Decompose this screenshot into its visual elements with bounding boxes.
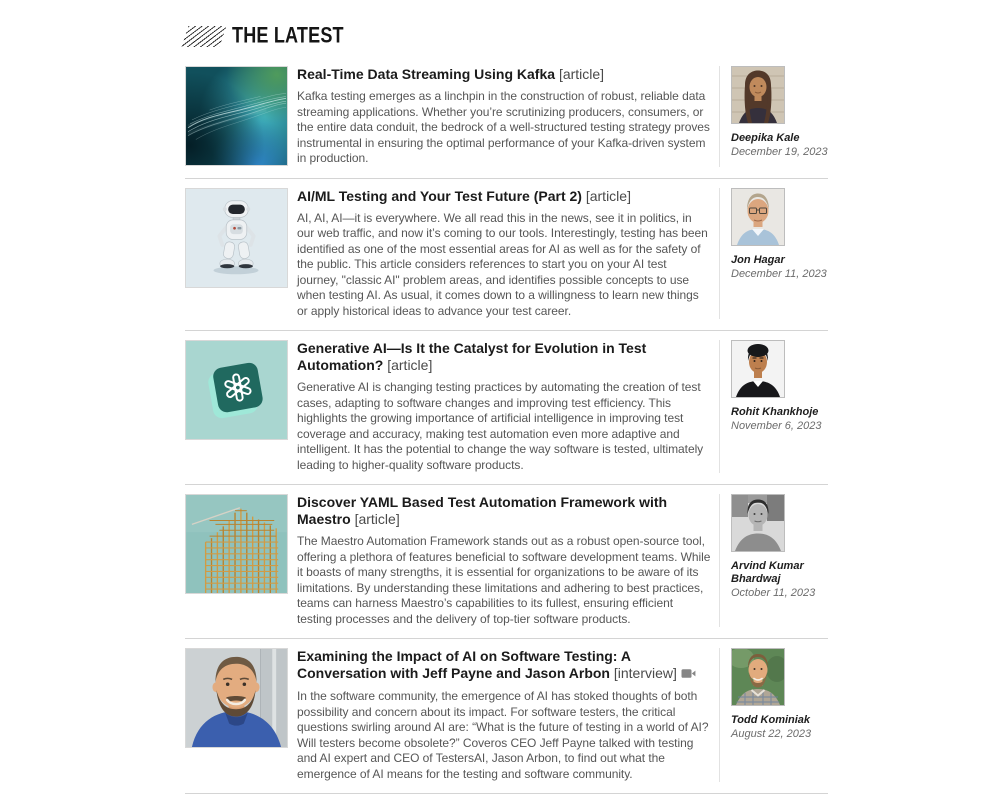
robot-image: [186, 189, 287, 287]
article-thumbnail[interactable]: [185, 494, 288, 594]
article-summary: AI, AI, AI—it is everywhere. We all read this in the news, see it in politics, in our web traffic, and now it’s coming to our tools. Interestingly, testing has been identified as one of the most essential areas for AI as well as for the safety of the public. This article considers references to start you on your AI test journey, "classic AI" problem areas, and identifies possible concepts to use when testing AI. As usual, it comes down to a willingness to learn new things or apply historical ideas to advance your test career.: [297, 210, 708, 318]
publish-date: August 22, 2023: [731, 728, 812, 740]
article-main: [288, 66, 719, 167]
portrait-image: [186, 649, 287, 747]
article-row: [185, 340, 828, 473]
article-title-link[interactable]: [297, 188, 711, 205]
openai-logo-image: [186, 341, 287, 439]
article-title-link[interactable]: [297, 648, 711, 683]
article-title-text: AI/ML Testing and Your Test Future (Part 2): [297, 187, 582, 204]
article-row: [185, 188, 828, 320]
article-summary: In the software community, the emergence of AI has stoked thoughts of both possibility and concern about its impact. For software testers, the critical questions swirling around AI are: “What is the future of testing in a world of AI? Will testers become obsolete?” Coveros CEO Jeff Payne talked with testing and AI expert and CEO of TestersAI, Jason Arbon, to find out what the emergence of AI means for the testing and software community.: [297, 689, 709, 781]
article-thumbnail[interactable]: [185, 648, 288, 748]
diagonal-stripes-icon: [182, 26, 227, 47]
author-block: [719, 340, 828, 473]
author-avatar[interactable]: [731, 188, 785, 246]
article-thumbnail[interactable]: [185, 66, 288, 166]
row-divider: [185, 793, 828, 794]
article-main: [288, 494, 719, 627]
publish-date: October 11, 2023: [731, 587, 816, 599]
article-title-text: Discover YAML Based Test Automation Framework with Maestro: [297, 494, 668, 527]
article-main: [288, 648, 719, 782]
author-name[interactable]: Deepika Kale: [731, 132, 800, 144]
publish-date: December 11, 2023: [731, 267, 827, 280]
kafka-streams-image: [186, 67, 287, 165]
video-camera-icon: [681, 666, 696, 683]
article-summary: The Maestro Automation Framework stands out as a robust open-source tool, offering a plethora of features beneficial to software development teams. While it boasts of many strengths, it is essential for organizations to be aware of its limitations. By understanding these limitations and adhering to best practices, teams can harness Maestro’s capabilities to its fullest, ensuring efficient testing processes and the delivery of top-tier software products.: [297, 534, 711, 626]
article-title-link[interactable]: [297, 494, 711, 528]
page-title: THE LATEST: [232, 23, 344, 48]
author-avatar[interactable]: [731, 494, 785, 552]
article-type-tag: [article]: [585, 187, 631, 204]
author-photo: [732, 67, 784, 123]
author-block: [719, 66, 828, 167]
row-divider: [185, 484, 828, 485]
author-avatar[interactable]: [731, 648, 785, 706]
article-type-tag: [article]: [558, 66, 605, 82]
row-divider: [185, 638, 828, 639]
author-photo: [732, 341, 784, 397]
author-block: [719, 494, 828, 627]
article-type-tag: [article]: [354, 511, 400, 527]
author-name[interactable]: Rohit Khankhoje: [731, 406, 819, 418]
article-row: [185, 648, 828, 782]
row-divider: [185, 330, 828, 331]
author-photo: [732, 649, 784, 705]
article-type-tag: [interview]: [613, 665, 677, 681]
article-title-text: Real-Time Data Streaming Using Kafka: [297, 66, 556, 82]
author-avatar[interactable]: [731, 66, 785, 124]
row-divider: [185, 178, 828, 179]
author-name[interactable]: Todd Kominiak: [731, 714, 811, 726]
author-avatar[interactable]: [731, 340, 785, 398]
latest-section: [185, 24, 828, 803]
author-block: [719, 188, 828, 320]
publish-date: November 6, 2023: [731, 420, 822, 432]
author-name[interactable]: Jon Hagar: [731, 253, 785, 266]
article-title-link[interactable]: [297, 66, 711, 83]
publish-date: December 19, 2023: [731, 146, 828, 158]
article-row: [185, 66, 828, 167]
article-thumbnail[interactable]: [185, 340, 288, 440]
article-summary: Kafka testing emerges as a linchpin in the construction of robust, reliable data streaming applications. Whether you’re scrutinizing producers, consumers, or the entire data conduit, the bedrock of a well-structured testing strategy proves instrumental in ensuring the optimal performance of your Kafka-driven system in production.: [297, 89, 710, 165]
article-list: [185, 66, 828, 794]
article-main: [288, 188, 719, 320]
article-row: [185, 494, 828, 627]
article-main: [288, 340, 719, 473]
article-title-text: Examining the Impact of AI on Software Testing: A Conversation with Jeff Payne and Jason Arbon: [297, 648, 631, 681]
article-title-link[interactable]: [297, 340, 711, 374]
author-name[interactable]: Arvind Kumar Bhardwaj: [731, 560, 804, 585]
scaffolding-image: [186, 495, 287, 593]
author-block: [719, 648, 828, 782]
article-title-text: Generative AI—Is It the Catalyst for Evolution in Test Automation?: [297, 340, 647, 373]
article-summary: Generative AI is changing testing practices by automating the creation of test cases, adapting to software changes and improving test efficiency. This highlights the growing importance of artificial intelligence in improving test coverage and accuracy, making test automation even more adaptive and intelligent. It has the potential to change the way software is tested, ultimately leading to higher-quality software products.: [297, 380, 704, 472]
author-photo: [732, 495, 784, 551]
author-photo: [732, 189, 784, 245]
article-thumbnail[interactable]: [185, 188, 288, 288]
section-header: [185, 24, 828, 48]
article-type-tag: [article]: [387, 357, 433, 373]
